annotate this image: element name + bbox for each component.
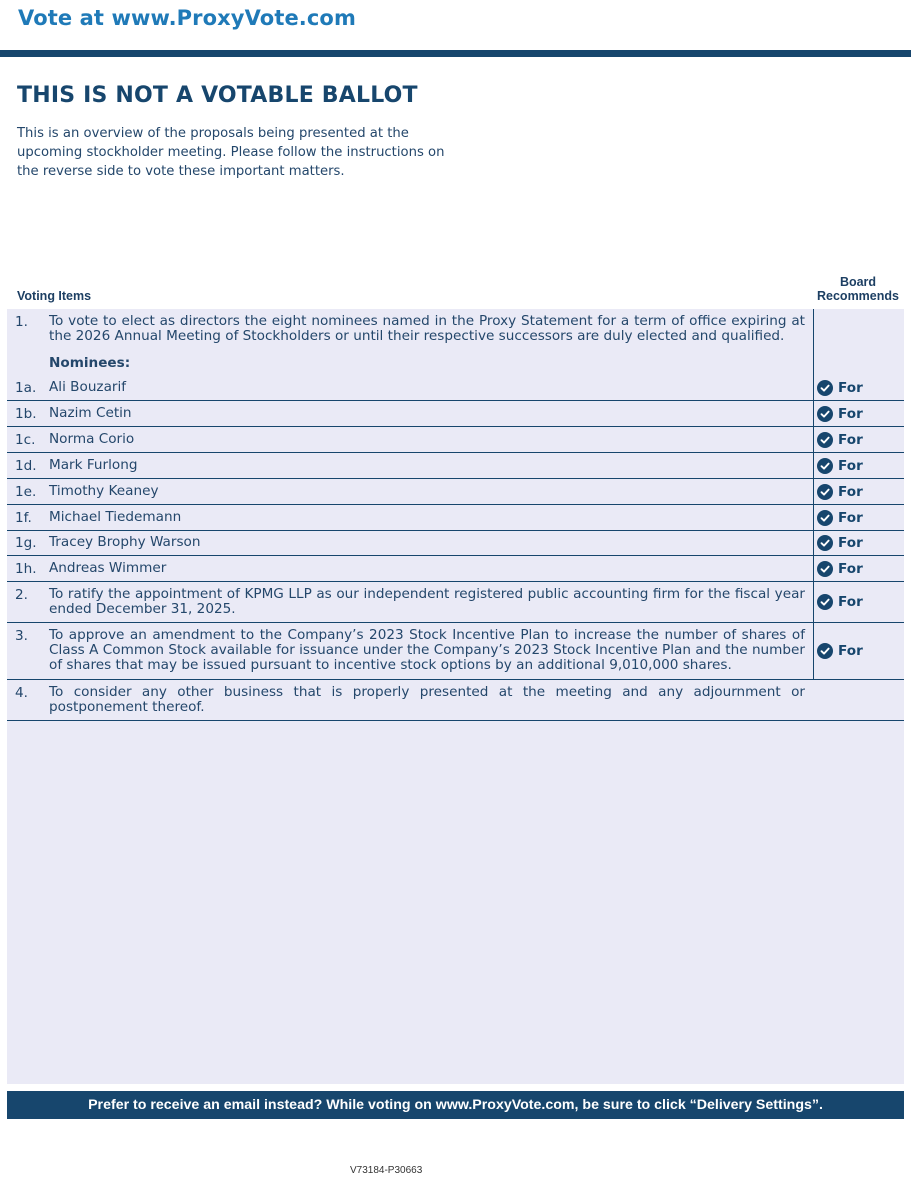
nominee-row (7, 479, 904, 505)
item-text: To ratify the appointment of KPMG LLP as our independent registered public accounting firm for the fiscal year ended December 31, 2025. (49, 586, 805, 617)
nominee-name: Nazim Cetin (49, 405, 132, 421)
recommendation-label: For (838, 380, 863, 396)
item-text: To approve an amendment to the Company’s 2023 Stock Incentive Plan to increase the number of shares of Class A Common Stock available for issuance under the Company’s 2023 Stock Incentive Plan and the number of shares that may be issued pursuant to incentive stock options by an additional 9,010,000 shares. (49, 627, 805, 673)
voting-items-panel (7, 309, 904, 1084)
recommendation-label: For (838, 432, 863, 448)
item-number: 2. (15, 587, 28, 603)
nominee-row (7, 453, 904, 479)
nominee-number: 1b. (15, 406, 37, 422)
nominee-row (7, 401, 904, 427)
recommendation-label: For (838, 561, 863, 577)
board-recommendation (817, 594, 863, 610)
nominee-number: 1h. (15, 561, 37, 577)
check-circle-icon (817, 432, 833, 448)
item-2-row (7, 582, 904, 623)
board-recommendation (817, 643, 863, 659)
item-text: To vote to elect as directors the eight nominees named in the Proxy Statement for a term of office expiring at the 2026 Annual Meeting of Stockholders or until their respective successors are duly elected and qualified. (49, 313, 805, 344)
board-recommendation (817, 432, 863, 448)
board-recommendation (817, 406, 863, 422)
delivery-settings-banner[interactable]: Prefer to receive an email instead? While voting on www.ProxyVote.com, be sure to click “Delivery Settings”. (7, 1091, 904, 1119)
nominee-number: 1g. (15, 535, 37, 551)
nominee-row (7, 530, 904, 556)
nominee-name: Tracey Brophy Warson (49, 534, 201, 550)
check-circle-icon (817, 561, 833, 577)
nominee-row (7, 556, 904, 582)
recommendation-label: For (838, 594, 863, 610)
nominee-row (7, 505, 904, 531)
nominees-label: Nominees: (49, 355, 131, 371)
recommendation-label: For (838, 406, 863, 422)
item-3-row (7, 623, 904, 680)
nominee-number: 1c. (15, 432, 36, 448)
item-number: 3. (15, 628, 28, 644)
header-title[interactable]: Vote at www.ProxyVote.com (18, 6, 356, 30)
nominee-name: Norma Corio (49, 431, 135, 447)
document-code: V73184-P30663 (350, 1165, 423, 1176)
recommendation-label: For (838, 484, 863, 500)
item-number: 4. (15, 685, 28, 701)
board-recommendation (817, 484, 863, 500)
nominee-number: 1f. (15, 510, 32, 526)
check-circle-icon (817, 380, 833, 396)
nominee-row (7, 427, 904, 453)
nominee-row (7, 375, 904, 401)
nominee-number: 1d. (15, 458, 37, 474)
item-number: 1. (15, 314, 28, 330)
board-header-line1: Board (839, 275, 877, 289)
check-circle-icon (817, 510, 833, 526)
item-text: To consider any other business that is properly presented at the meeting and any adjournment or postponement thereof. (49, 684, 805, 715)
check-circle-icon (817, 484, 833, 500)
board-recommendation (817, 458, 863, 474)
board-recommendation (817, 510, 863, 526)
nominee-name: Michael Tiedemann (49, 509, 182, 525)
voting-items-header: Voting Items (17, 289, 92, 303)
recommendation-label: For (838, 535, 863, 551)
nominee-name: Mark Furlong (49, 457, 138, 473)
board-recommends-header (808, 275, 908, 303)
board-recommendation (817, 561, 863, 577)
recommendation-label: For (838, 458, 863, 474)
nominee-name: Timothy Keaney (49, 483, 159, 499)
check-circle-icon (817, 535, 833, 551)
recommendation-label: For (838, 643, 863, 659)
board-recommendation (817, 535, 863, 551)
board-recommendation (817, 380, 863, 396)
nominee-number: 1e. (15, 484, 37, 500)
intro-text: This is an overview of the proposals being presented at the upcoming stockholder meeting. Please follow the instructions on the reverse side to vote these important matters. (17, 126, 445, 179)
check-circle-icon (817, 594, 833, 610)
recommendation-label: For (838, 510, 863, 526)
header-divider (0, 50, 911, 57)
nominee-number: 1a. (15, 380, 37, 396)
item-1-row (7, 314, 904, 354)
ballot-heading: THIS IS NOT A VOTABLE BALLOT (17, 83, 418, 108)
check-circle-icon (817, 643, 833, 659)
item-4-row (7, 680, 904, 721)
board-header-line2: Recommends (817, 289, 899, 303)
nominee-name: Andreas Wimmer (49, 560, 167, 576)
check-circle-icon (817, 458, 833, 474)
check-circle-icon (817, 406, 833, 422)
nominee-name: Ali Bouzarif (49, 379, 127, 395)
